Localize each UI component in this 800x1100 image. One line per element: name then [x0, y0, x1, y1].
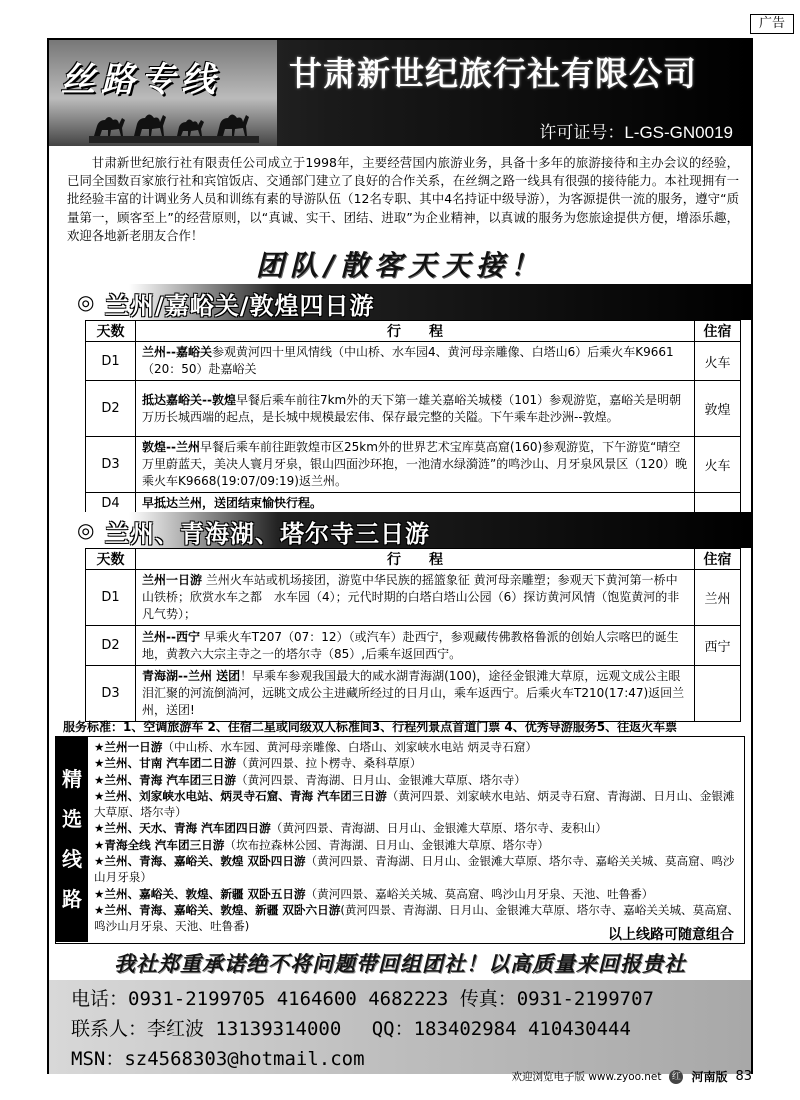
desc-cell [136, 437, 695, 493]
company-intro: 甘肃新世纪旅行社有限责任公司成立于1998年，主要经营国内旅游业务，具备十多年的旅游接待和主办会议的经验，已同全国数百家旅行社和宾馆饭店、交通部门建立了良好的合作关系，在丝绸之路一线具有很强的接待能力。本社现拥有一批经验丰富的计调业务人员和训练有素的导游队伍（12名专职、其中4名持证中级导游），为客源提供一流的服务，遵守“质量第一，顾客至上”的经营原则，以“真诚、实干、团结、进取”为企业精神，以真诚的服务为您旅途提供方便，增添乐趣，欢迎各地新老朋友合作！ [67, 155, 739, 243]
list-item [94, 853, 742, 886]
table-row [86, 666, 741, 722]
route-title: 兰州、青海湖、塔尔寺三日游 [105, 520, 430, 548]
col-day: 天数 [86, 321, 136, 342]
list-item [94, 886, 742, 902]
header-banner [49, 40, 751, 146]
stay-cell: 敦煌 [695, 381, 741, 437]
stay-cell: 兰州 [695, 570, 741, 626]
item-name: ★兰州、嘉峪关、敦煌、新疆 双卧五日游 [94, 886, 306, 901]
col-desc: 行 程 [136, 549, 695, 570]
item-detail: （黄河四景、青海湖、日月山、金银滩大草原、塔尔寺） [235, 772, 526, 787]
desc-text: ！早乘车参观我国最大的咸水湖青海湖(100)，途径金银滩大草原，远观文成公主眼泪汇聚的河流倒淌河，远眺文成公主进藏所经过的日月山，乘车返西宁。后乘火车T210(17:47)返回兰州，送团! [142, 669, 685, 717]
day-cell: D1 [86, 342, 136, 381]
list-item [94, 772, 742, 788]
featured-routes [55, 736, 745, 944]
desc-bold: 兰州一日游 [142, 573, 203, 587]
service-standard: 服务标准：1、空调旅游车 2、住宿二星或同级双人标准间3、行程列景点首道门票 4、优秀导游服务5、往返火车票 [63, 720, 678, 734]
side-char: 路 [62, 887, 82, 911]
item-name: ★兰州、刘家峡水电站、炳灵寺石窟、青海 汽车团三日游 [94, 788, 387, 803]
browse-link[interactable]: 欢迎浏览电子版 www.zyoo.net [511, 1071, 662, 1083]
table-row [86, 437, 741, 493]
slogan: 团队/散客天天接！ [255, 249, 545, 282]
item-detail: （黄河四景、青海湖、日月山、金银滩大草原、塔尔寺、麦积山） [270, 821, 607, 836]
promise-slogan: 我社郑重承诺绝不将问题带回组团社！以高质量来回报贵社 [114, 952, 686, 976]
side-char: 精 [62, 767, 82, 791]
msn-line[interactable]: MSN：sz4568303@hotmail.com [71, 1048, 365, 1070]
day-cell: D3 [86, 437, 136, 493]
circle-bullet-icon: ◎ [77, 518, 95, 542]
desc-cell [136, 381, 695, 437]
edition-label: 河南版 [691, 1070, 728, 1084]
edition-logo-icon: 红 [669, 1070, 683, 1084]
item-name: ★兰州、青海 汽车团三日游 [94, 772, 236, 787]
stay-cell [695, 666, 741, 722]
stay-cell: 西宁 [695, 626, 741, 666]
page-footer [512, 1068, 753, 1085]
stay-cell: 火车 [695, 437, 741, 493]
route-title-bar [75, 284, 751, 320]
desc-cell [136, 342, 695, 381]
desc-bold: 青海湖--兰州 送团 [142, 669, 241, 683]
item-detail: （黄河四景、嘉峪关关城、莫高窟、鸣沙山月牙泉、天池、吐鲁番） [305, 886, 654, 901]
contact-panel [49, 980, 751, 1074]
desc-bold: 敦煌--兰州 [142, 440, 200, 454]
list-item [94, 820, 742, 836]
route-title-bar [75, 512, 751, 548]
stay-cell: 火车 [695, 342, 741, 381]
desc-cell [136, 666, 695, 722]
desc-bold: 兰州--西宁 [142, 629, 200, 644]
desc-text: 早乘火车T207（07：12）（或汽车）赴西宁，参观藏传佛教格鲁派的创始人宗喀巴的诞生地，黄教六大宗主寺之一的塔尔寺（85）,后乘车返回西宁。 [142, 629, 679, 661]
table-header-row [86, 549, 741, 570]
combine-note: 以上线路可随意组合 [608, 927, 734, 943]
list-item [94, 788, 742, 821]
featured-list [94, 739, 742, 935]
list-item [94, 739, 742, 755]
desc-cell [136, 570, 695, 626]
item-detail: (黄河四景、青海湖、日月山、金银滩大草原、塔尔寺、嘉峪关关城、莫高窟、鸣沙山月牙泉、天池、吐鲁番) [94, 902, 740, 934]
desc-text: 早餐后乘车前往距敦煌市区25km外的世界艺术宝库莫高窟(160)参观游览，下午游览“晴空万里蔚蓝天，美决人寰月牙泉，银山四面沙环抱，一池清水绿漪涟”的鸣沙山、月牙泉风景区（120）晚乘火车K9668(19:07/09:19)返兰州。 [142, 440, 688, 488]
item-detail: （黄河四景、拉卜楞寺、桑科草原） [235, 756, 422, 771]
featured-side-label [56, 737, 88, 942]
table-header-row [86, 321, 741, 342]
desc-bold: 早抵达兰州，送团结束愉快行程。 [142, 496, 323, 510]
desc-text: 兰州火车站或机场接团，游览中华民族的摇篮象征 黄河母亲雕塑；参观天下黄河第一桥中山铁桥；欣赏水车之都 水车园（4）；元代时期的白塔白塔山公园（6）探访黄河风情（饱览黄河的非凡气势）； [142, 573, 680, 621]
day-cell: D2 [86, 381, 136, 437]
company-name: 甘肃新世纪旅行社有限公司 [289, 54, 697, 93]
page-number: 83 [735, 1069, 752, 1084]
list-item [94, 755, 742, 771]
item-name: ★青海全线 汽车团三日游 [94, 837, 225, 852]
day-cell: D1 [86, 570, 136, 626]
silk-road-banner [49, 40, 277, 146]
desc-bold: 兰州--嘉峪关 [142, 345, 212, 359]
desc-bold: 抵达嘉峪关--敦煌 [142, 392, 236, 407]
camel-caravan-icon [89, 98, 259, 143]
item-name: ★兰州、青海、嘉峪关、敦煌、新疆 双卧六日游 [94, 902, 341, 917]
itinerary-table [85, 320, 741, 515]
table-row [86, 570, 741, 626]
license-number: 许可证号：L-GS-GN0019 [539, 123, 733, 142]
desc-cell [136, 626, 695, 666]
itinerary-table [85, 548, 741, 722]
col-day: 天数 [86, 549, 136, 570]
item-name: ★兰州一日游 [94, 740, 163, 754]
day-cell: D2 [86, 626, 136, 666]
col-stay: 住宿 [695, 321, 741, 342]
item-detail: （黄河四景、刘家峡水电站、炳灵寺石窟、青海湖、日月山、金银滩大草原、塔尔寺） [94, 788, 735, 820]
side-char: 线 [62, 847, 82, 871]
desc-text: 早餐后乘车前往7km外的天下第一雄关嘉峪关城楼（101）参观游览，嘉峪关是明朝万历长城西端的起点，是长城中规模最宏伟、保存最完整的关隘。下午乘车赴沙洲--敦煌。 [142, 392, 682, 424]
day-cell: D4 [86, 493, 136, 515]
item-name: ★兰州、甘南 汽车团二日游 [94, 756, 236, 771]
item-name: ★兰州、天水、青海 汽车团四日游 [94, 821, 271, 836]
contact-person-line: 联系人：李红波 13139314000 QQ：183402984 410430444 [71, 1018, 631, 1040]
item-name: ★兰州、青海、嘉峪关、敦煌 双卧四日游 [94, 854, 306, 869]
desc-text: 参观黄河四十里风情线（中山桥、水车园4、黄河母亲雕像、白塔山6）后乘火车K9661（20：50）赴嘉峪关 [142, 345, 674, 376]
col-stay: 住宿 [695, 549, 741, 570]
route-title: 兰州/嘉峪关/敦煌四日游 [105, 292, 375, 320]
banner-title: 丝路专线 [61, 60, 221, 100]
item-detail: （中山桥、水车园、黄河母亲雕像、白塔山、刘家峡水电站 炳灵寺石窟） [162, 740, 538, 754]
table-row [86, 342, 741, 381]
circle-bullet-icon: ◎ [77, 290, 95, 314]
item-detail: （坎布拉森林公园、青海湖、日月山、金银滩大草原、塔尔寺） [224, 837, 550, 852]
table-row [86, 626, 741, 666]
col-desc: 行 程 [136, 321, 695, 342]
advertisement-frame [47, 38, 753, 1074]
item-detail: （黄河四景、青海湖、日月山、金银滩大草原、塔尔寺、嘉峪关关城、莫高窟、鸣沙山月牙泉） [94, 854, 735, 885]
table-row [86, 381, 741, 437]
phone-line: 电话：0931-2199705 4164600 4682223 传真：0931-2199707 [71, 988, 654, 1010]
list-item [94, 837, 742, 853]
day-cell: D3 [86, 666, 136, 722]
side-char: 选 [62, 807, 82, 831]
ad-tag: 广告 [750, 14, 794, 34]
